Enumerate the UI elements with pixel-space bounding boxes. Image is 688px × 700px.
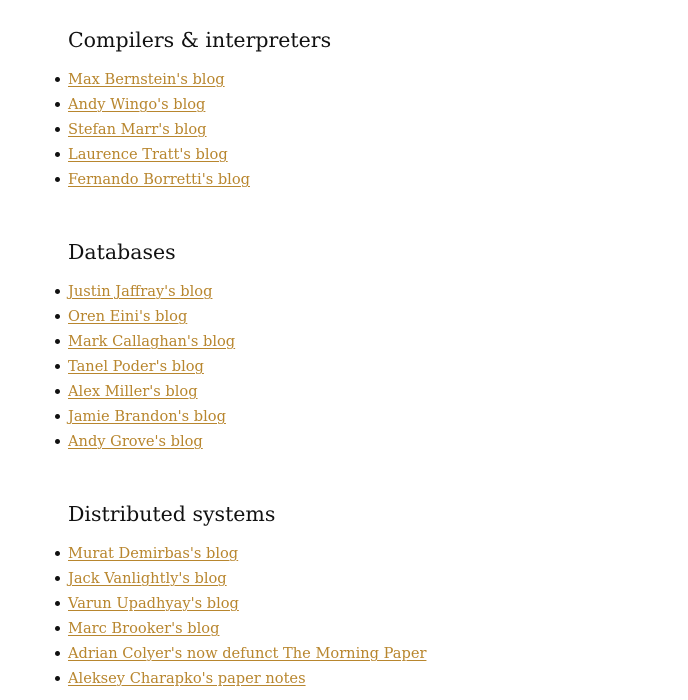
list-item [0,641,426,666]
blog-link[interactable]: Alex Miller's blog [68,383,198,400]
blog-link[interactable]: Murat Demirbas's blog [68,545,239,562]
blog-link[interactable]: Mark Callaghan's blog [68,333,236,350]
blog-link[interactable]: Fernando Borretti's blog [68,171,250,188]
blog-link[interactable]: Oren Eini's blog [68,308,188,325]
link-list [0,279,235,454]
list-item [0,666,426,691]
link-list [0,67,250,192]
blog-link[interactable]: Max Bernstein's blog [68,71,225,88]
blog-link[interactable]: Stefan Marr's blog [68,121,207,138]
blog-link[interactable]: Andy Wingo's blog [68,96,206,113]
blog-link[interactable]: Laurence Tratt's blog [68,146,228,163]
bullet-icon [55,626,60,631]
blog-link[interactable]: Marc Brooker's blog [68,620,220,637]
list-item [0,92,250,117]
bullet-icon [55,102,60,107]
list-item [0,566,426,591]
section-heading: Databases [68,240,176,264]
bullet-icon [55,289,60,294]
bullet-icon [55,551,60,556]
list-item [0,142,250,167]
bullet-icon [55,414,60,419]
section-heading: Compilers & interpreters [68,28,332,52]
list-item [0,167,250,192]
bullet-icon [55,439,60,444]
bullet-icon [55,364,60,369]
list-item [0,354,235,379]
list-item [0,591,426,616]
section-heading: Distributed systems [68,502,276,526]
list-item [0,541,426,566]
blog-link[interactable]: Tanel Poder's blog [68,358,204,375]
blog-link[interactable]: Varun Upadhyay's blog [68,595,239,612]
blog-link[interactable]: Justin Jaffray's blog [68,283,213,300]
list-item [0,117,250,142]
blog-link[interactable]: Aleksey Charapko's paper notes [68,670,306,687]
bullet-icon [55,77,60,82]
bullet-icon [55,651,60,656]
blog-link[interactable]: Jack Vanlightly's blog [68,570,227,587]
list-item [0,429,235,454]
bullet-icon [55,676,60,681]
blog-link[interactable]: Adrian Colyer's now defunct The Morning Paper [68,645,427,662]
list-item [0,379,235,404]
blog-link[interactable]: Jamie Brandon's blog [68,408,226,425]
list-item [0,67,250,92]
bullet-icon [55,389,60,394]
bullet-icon [55,152,60,157]
list-item [0,404,235,429]
bullet-icon [55,576,60,581]
bullet-icon [55,314,60,319]
bullet-icon [55,177,60,182]
bullet-icon [55,601,60,606]
list-item [0,616,426,641]
link-list [0,541,426,691]
blog-link[interactable]: Andy Grove's blog [68,433,203,450]
list-item [0,279,235,304]
list-item [0,304,235,329]
list-item [0,329,235,354]
bullet-icon [55,339,60,344]
bullet-icon [55,127,60,132]
